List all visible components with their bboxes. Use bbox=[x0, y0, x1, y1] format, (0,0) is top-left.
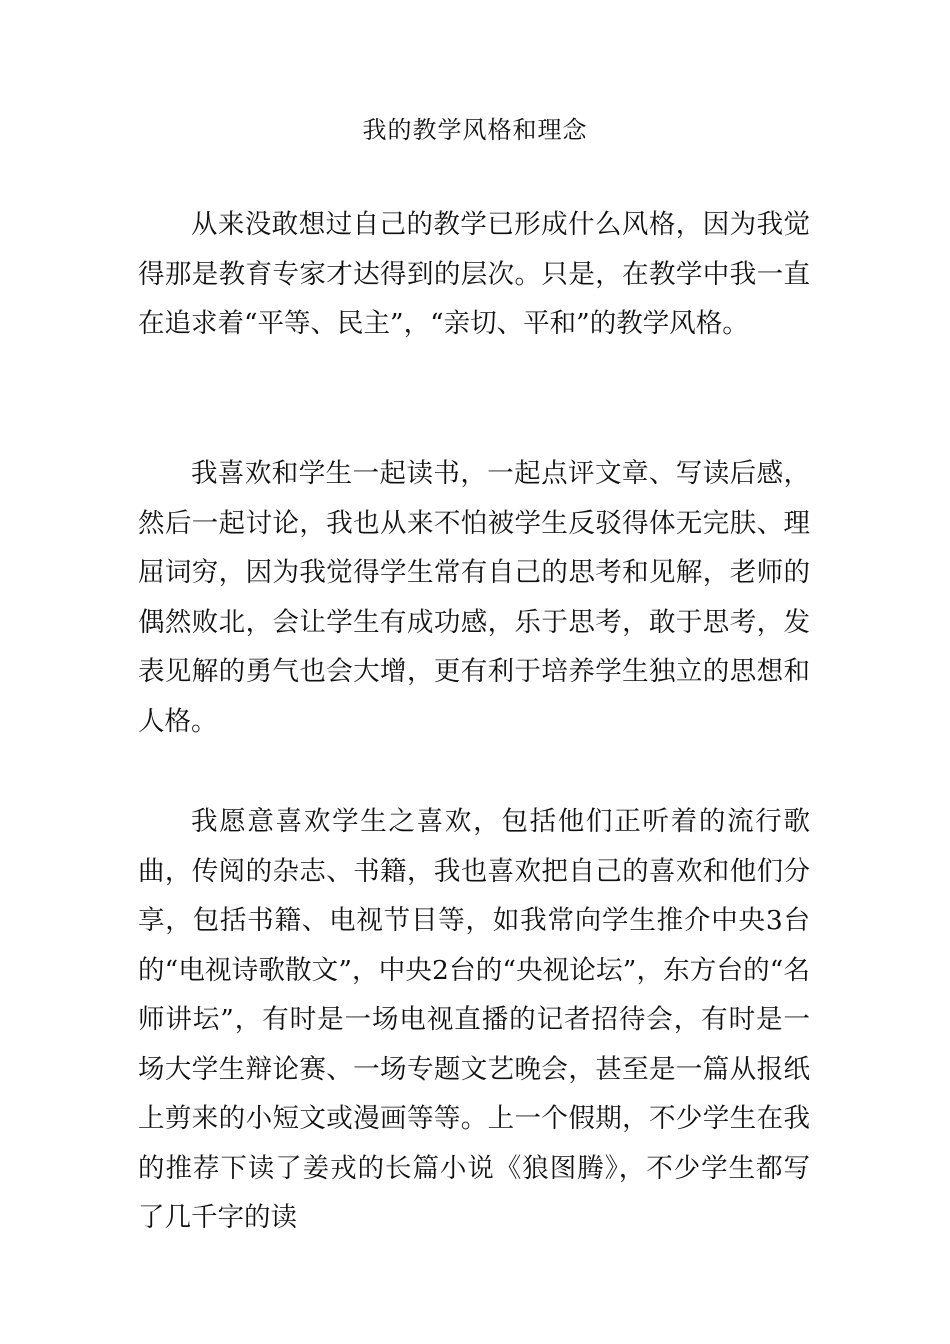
paragraph-1: 从来没敢想过自己的教学已形成什么风格，因为我觉得那是教育专家才达得到的层次。只是，在教学中我一直在追求着“平等、民主”，“亲切、平和”的教学风格。 bbox=[138, 209, 810, 339]
document-title: 我的教学风格和理念 bbox=[362, 116, 588, 144]
paragraph-3: 我愿意喜欢学生之喜欢，包括他们正听着的流行歌曲，传阅的杂志、书籍，我也喜欢把自己的喜欢和他们分享，包括书籍、电视节目等，如我常向学生推介中央3台的“电视诗歌散文”，中央2台的“央视论坛”，东方台的“名师讲坛”，有时是一场电视直播的记者招待会，有时是一场大学生辩论赛、一场专题文艺晚会，甚至是一篇从报纸上剪来的小短文或漫画等等。上一个假期，不少学生在我的推荐下读了姜戎的长篇小说《狼图腾》，不少学生都写了几千字的读 bbox=[138, 806, 810, 1233]
paragraph-2: 我喜欢和学生一起读书，一起点评文章、写读后感，然后一起讨论，我也从来不怕被学生反驳得体无完肤、理屈词穷，因为我觉得学生常有自己的思考和见解，老师的偶然败北，会让学生有成功感，乐于思考，敢于思考，发表见解的勇气也会大增，更有利于培养学生独立的思想和人格。 bbox=[138, 458, 810, 737]
